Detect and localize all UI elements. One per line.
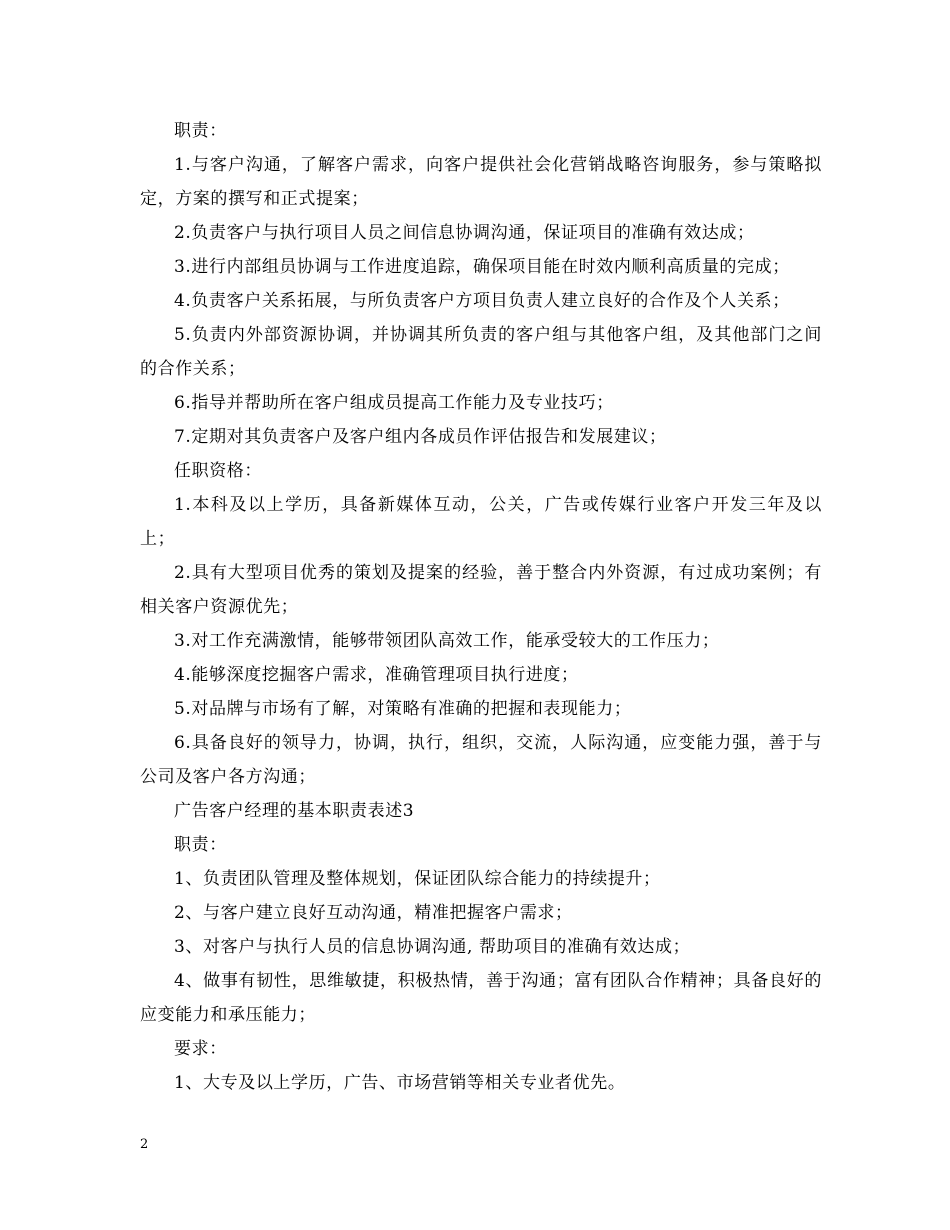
page-number: 2 xyxy=(140,1137,149,1152)
paragraph-duty-3-3: 3、对客户与执行人员的信息协调沟通, 帮助项目的准确有效达成； xyxy=(174,937,691,957)
paragraph-qualification-6: 6.具备良好的领导力，协调，执行，组织，交流，人际沟通，应变能力强，善于与公司及客户各方沟通； xyxy=(140,733,822,787)
paragraph-qualification-3: 3.对工作充满激情，能够带领团队高效工作，能承受较大的工作压力； xyxy=(174,631,720,651)
paragraph-qualification-2: 2.具有大型项目优秀的策划及提案的经验，善于整合内外资源，有过成功案例；有相关客户资源优先； xyxy=(140,563,822,617)
paragraph-duty-3-4: 4、做事有韧性，思维敏捷，积极热情，善于沟通；富有团队合作精神；具备良好的应变能力和承压能力； xyxy=(140,971,822,1025)
paragraph-duty-4: 4.负责客户关系拓展，与所负责客户方项目负责人建立良好的合作及个人关系； xyxy=(174,291,790,311)
paragraph-duty-3-2: 2、与客户建立良好互动沟通，精准把握客户需求； xyxy=(174,903,573,923)
document-body xyxy=(140,114,822,1100)
paragraph-qualification-5: 5.对品牌与市场有了解，对策略有准确的把握和表现能力； xyxy=(174,699,632,719)
paragraph-duty-7: 7.定期对其负责客户及客户组内各成员作评估报告和发展建议； xyxy=(174,427,667,447)
paragraph-duty-6: 6.指导并帮助所在客户组成员提高工作能力及专业技巧； xyxy=(174,393,614,413)
paragraph-requirements-heading: 要求： xyxy=(174,1039,227,1059)
paragraph-duty-3-1: 1、负责团队管理及整体规划，保证团队综合能力的持续提升； xyxy=(174,869,661,889)
paragraph-section-title-3: 广告客户经理的基本职责表述3 xyxy=(174,801,415,821)
paragraph-qualification-4: 4.能够深度挖掘客户需求，准确管理项目执行进度； xyxy=(174,665,579,685)
paragraph-qualification-1: 1.本科及以上学历，具备新媒体互动，公关，广告或传媒行业客户开发三年及以上； xyxy=(140,495,822,549)
paragraph-duty-2: 2.负责客户与执行项目人员之间信息协调沟通，保证项目的准确有效达成； xyxy=(174,223,755,243)
paragraph-duty-3: 3.进行内部组员协调与工作进度追踪，确保项目能在时效内顺利高质量的完成； xyxy=(174,257,790,277)
paragraph-duty-5: 5.负责内外部资源协调，并协调其所负责的客户组与其他客户组，及其他部门之间的合作关系； xyxy=(140,325,822,379)
paragraph-qualifications-heading: 任职资格： xyxy=(174,461,262,481)
paragraph-duties-heading-3: 职责： xyxy=(174,835,227,855)
paragraph-requirement-1: 1、大专及以上学历，广告、市场营销等相关专业者优先。 xyxy=(174,1073,626,1093)
paragraph-duties-heading: 职责： xyxy=(174,121,227,141)
paragraph-duty-1: 1.与客户沟通，了解客户需求，向客户提供社会化营销战略咨询服务，参与策略拟定，方案的撰写和正式提案； xyxy=(140,155,822,209)
